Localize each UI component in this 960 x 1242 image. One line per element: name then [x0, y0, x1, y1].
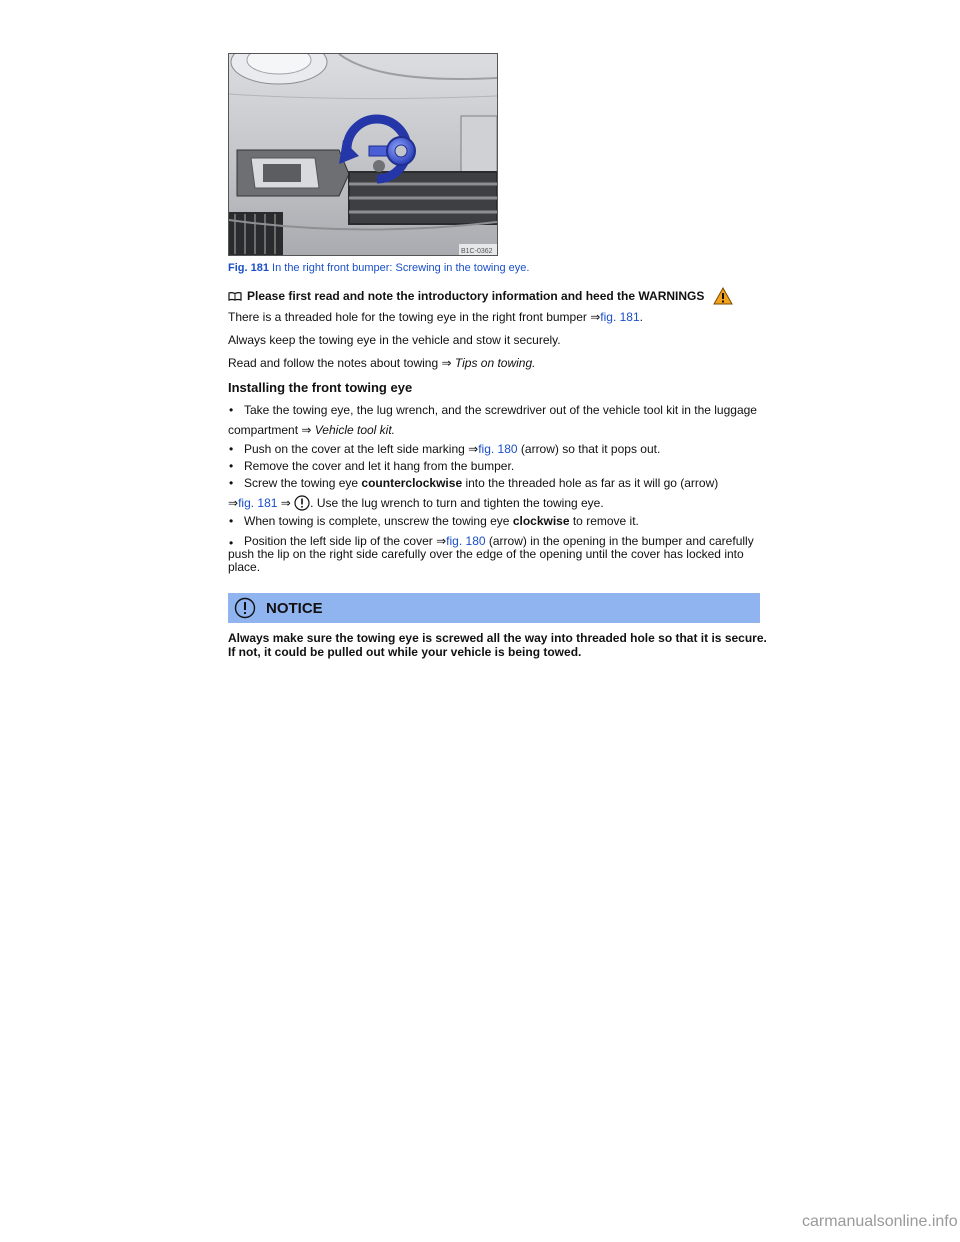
paragraph-end: . [639, 310, 643, 324]
bullet-text [228, 513, 758, 529]
fig-180-link[interactable]: fig. 180 [478, 442, 518, 456]
paragraph-towing-notes [228, 355, 535, 371]
bullet-text [228, 535, 758, 574]
list-item: • Push on the cover at the left side marking ⇒fig. 180 (arrow) so that it pops out. [228, 441, 758, 457]
intro-line [228, 287, 733, 305]
bullet-bold: counterclockwise [361, 476, 463, 490]
tips-on-towing-link[interactable]: Tips on towing. [454, 356, 536, 370]
paragraph-text: There is a threaded hole for the towing eye in the right front bumper ⇒ [228, 310, 601, 324]
bullet-text-line2 [228, 495, 758, 511]
bullet-text: Take the towing eye, the lug wrench, and the screwdriver out of the vehicle tool kit in the luggage [244, 403, 757, 417]
figure-code-label: B1C-0362 [461, 248, 493, 255]
bullet-text-line2 [228, 422, 758, 438]
bullet-text: (arrow) so that it pops out. [517, 442, 661, 456]
bullet-text [228, 441, 758, 457]
paragraph-threaded-hole [228, 309, 643, 325]
bullet-text: Remove the cover and let it hang from the bumper. [244, 459, 515, 473]
notice-title: NOTICE [266, 599, 323, 617]
paragraph-text: Read and follow the notes about towing ⇒ [228, 356, 455, 370]
warning-triangle-icon[interactable] [713, 287, 733, 305]
bullet-text: compartment ⇒ [228, 423, 315, 437]
list-item: • When towing is complete, unscrew the towing eye clockwise to remove it. [228, 513, 758, 529]
figure-number: Fig. 181 [228, 262, 269, 274]
bullet-text: When towing is complete, unscrew the towing eye [244, 514, 513, 528]
bullet-text [228, 475, 758, 491]
bullet-text: into the threaded hole as far as it will go (arrow) [462, 476, 719, 490]
fig-181-link[interactable]: fig. 181 [600, 310, 640, 324]
list-item: • Position the left side lip of the cover ⇒fig. 180 (arrow) in the opening in the bumper and carefully push the lip on the right side carefully over the edge of the opening until the cover has locked into place. [228, 535, 758, 574]
notice-header [228, 593, 760, 623]
bullet-text: ⇒ [277, 496, 295, 510]
watermark: carmanualsonline.info [802, 1213, 958, 1230]
bullet-text: ⇒ [228, 496, 239, 510]
bullet-text: . Use the lug wrench to turn and tighten the towing eye. [310, 496, 604, 510]
section-heading: Installing the front towing eye [228, 380, 413, 395]
notice-body: Always make sure the towing eye is screwed all the way into threaded hole so that it is secure. If not, it could be pulled out while your vehicle is being towed. [228, 631, 767, 659]
list-item: • Take the towing eye, the lug wrench, and the screwdriver out of the vehicle tool kit in the luggage compartment ⇒ Vehicle tool kit. [228, 403, 757, 437]
vehicle-tool-kit-link[interactable]: Vehicle tool kit. [314, 423, 396, 437]
exclamation-circle-icon[interactable] [294, 495, 310, 511]
bullet-text: Position the left side lip of the cover ⇒ [244, 534, 447, 548]
towing-eye-figure [228, 53, 498, 256]
bullet-text: Screw the towing eye [244, 476, 362, 490]
bullet-text: (arrow) in the opening in the bumper and carefully push the lip on the right side carefully over the edge of the opening until the cover has locked into place. [228, 534, 754, 574]
list-item: • Remove the cover and let it hang from the bumper. [228, 458, 758, 474]
exclamation-circle-icon [234, 597, 256, 619]
list-item: • Screw the towing eye counterclockwise into the threaded hole as far as it will go (arrow) ⇒fig. 181 ⇒ . Use the lug wrench to turn and tighten the towing eye. [228, 475, 758, 511]
fig-180-link[interactable]: fig. 180 [446, 534, 486, 548]
bullet-text: to remove it. [569, 514, 639, 528]
caption-text: In the right front bumper: Screwing in the towing eye. [272, 262, 530, 274]
bullet-text: Push on the cover at the left side marking ⇒ [244, 442, 479, 456]
fig-181-link[interactable]: fig. 181 [238, 496, 278, 510]
intro-text: Please first read and note the introductory information and heed the WARNINGS [247, 289, 705, 303]
book-icon [228, 291, 242, 301]
figure-caption [228, 262, 529, 274]
bumper-illustration [229, 54, 497, 255]
paragraph-keep-eye: Always keep the towing eye in the vehicle and stow it securely. [228, 333, 561, 347]
bullet-bold: clockwise [512, 514, 570, 528]
